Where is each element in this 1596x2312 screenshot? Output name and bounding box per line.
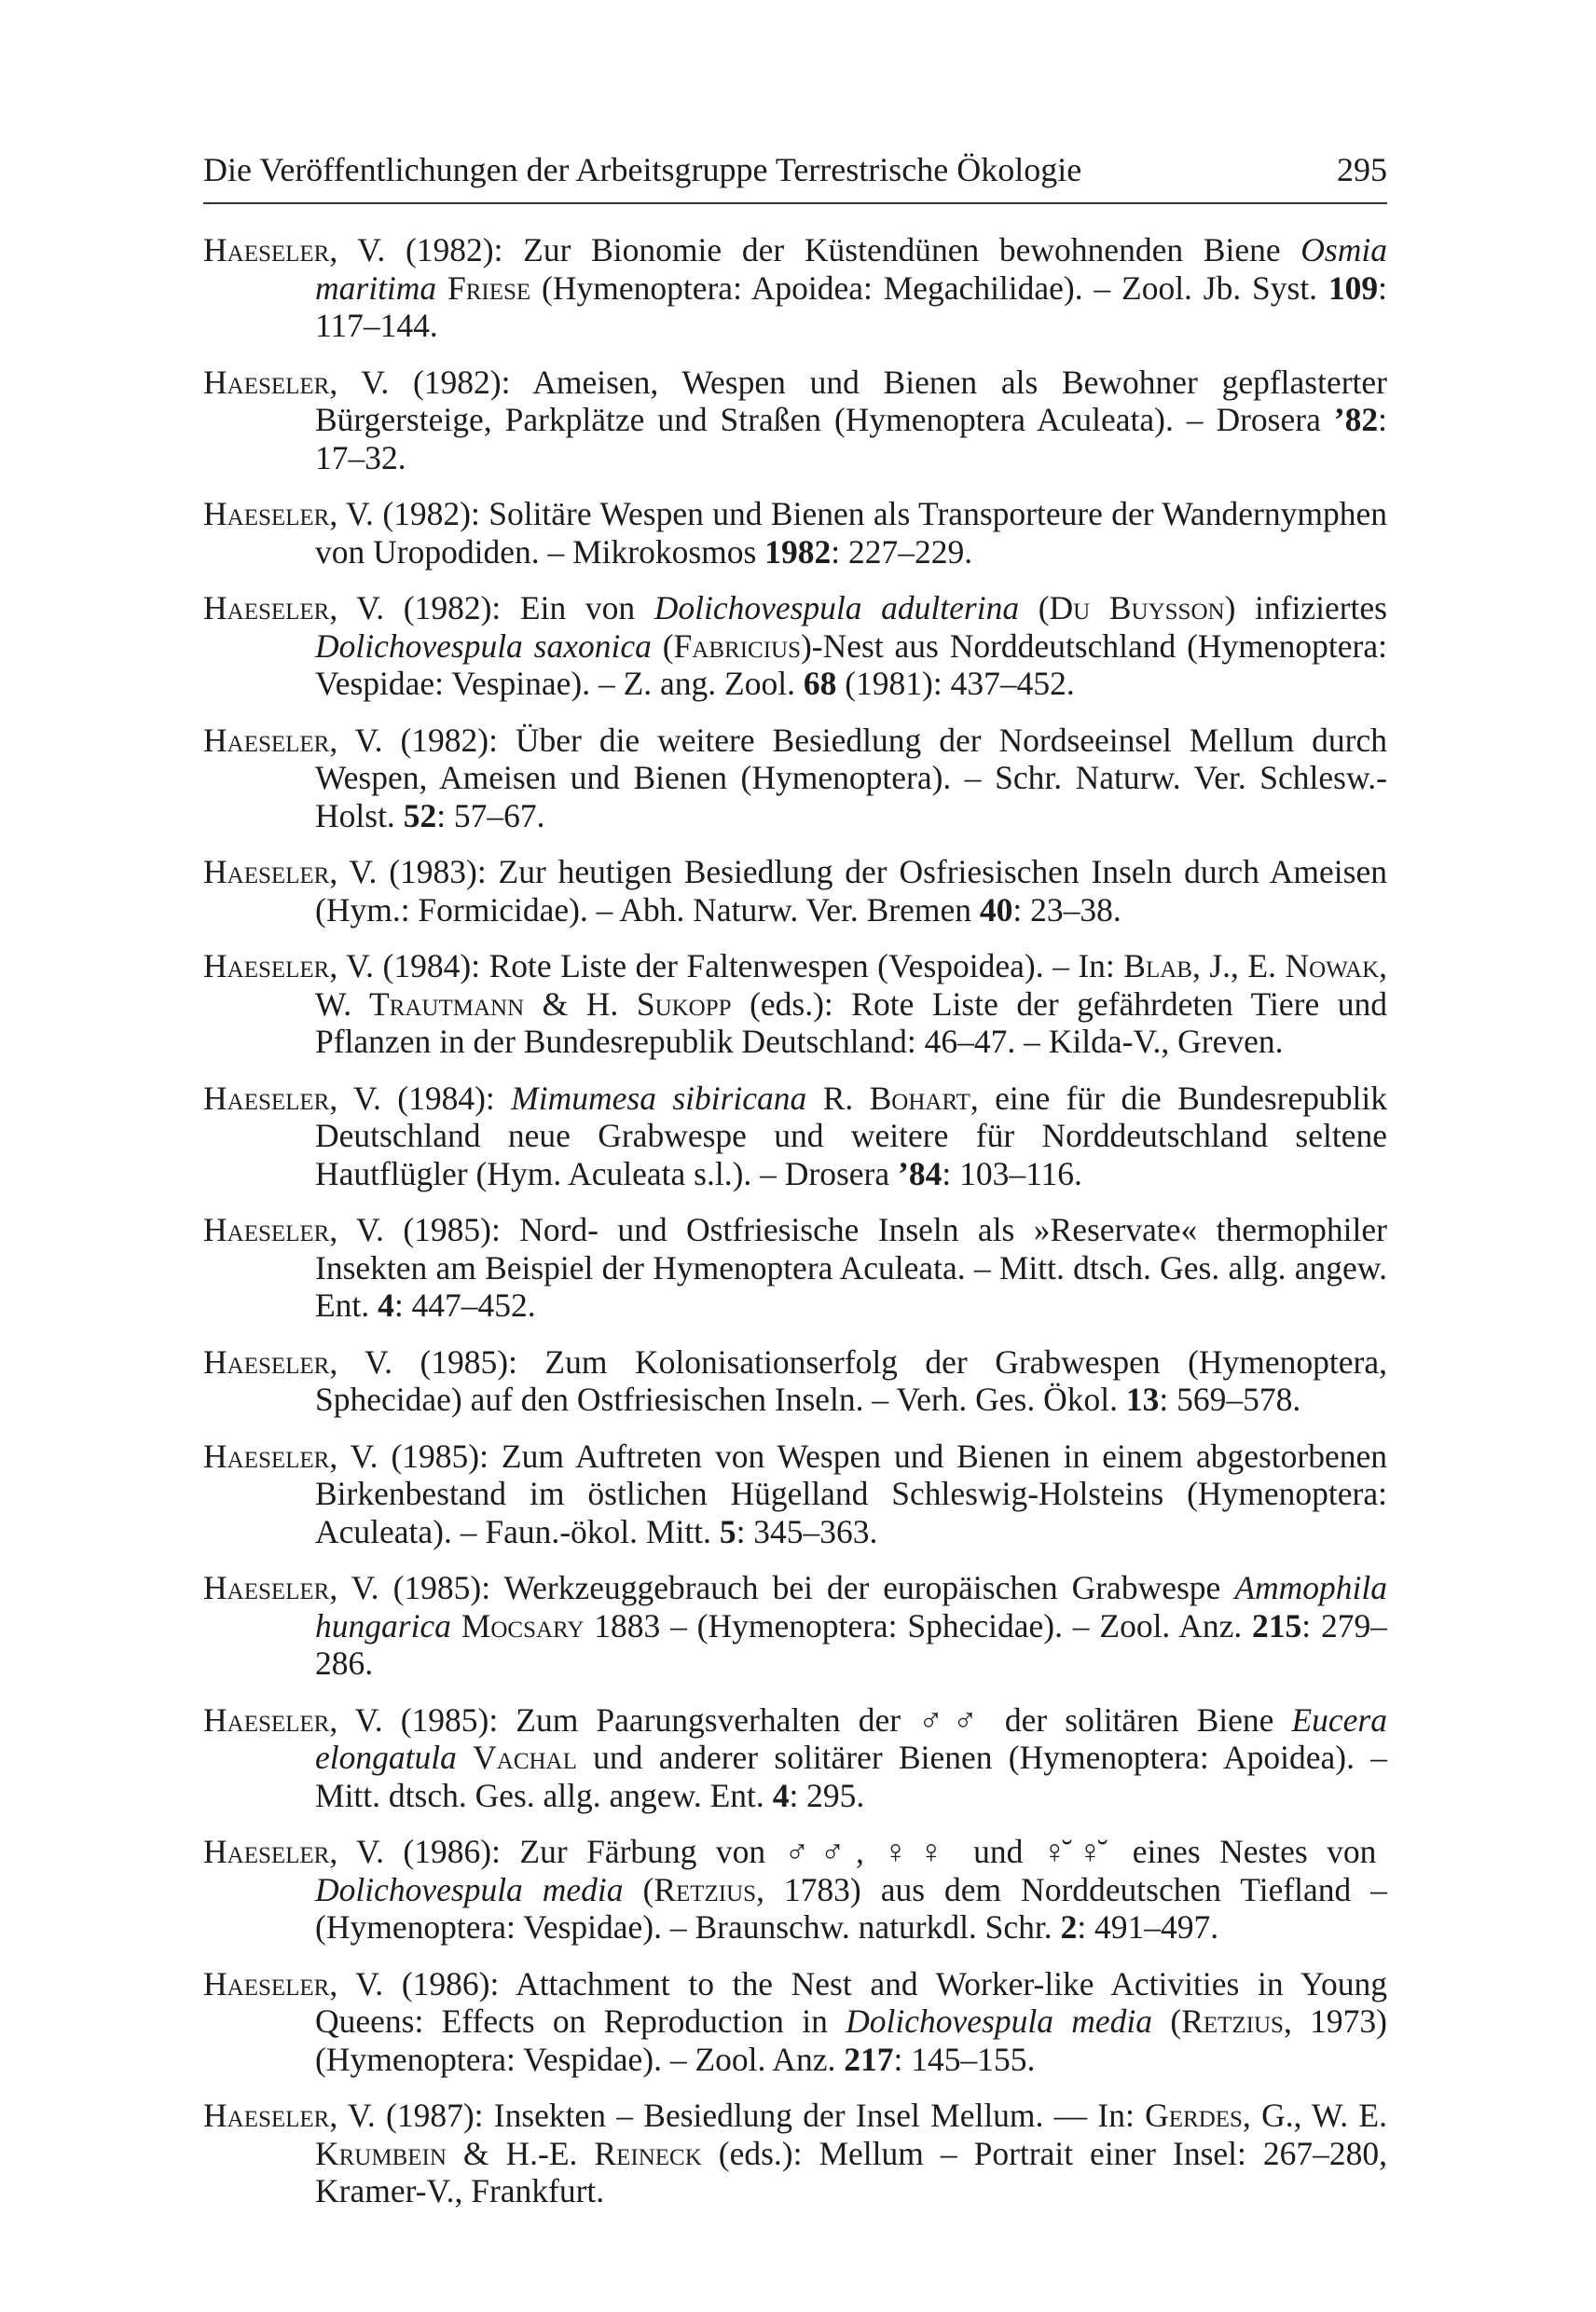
volume: ’82 bbox=[1333, 401, 1379, 438]
author: Haeseler, V. bbox=[203, 1833, 384, 1870]
reference-entry: Haeseler, V. (1982): Zur Bionomie der Küstendünen bewohnenden Biene Osmia maritima Friese (Hymenoptera: Apoidea: Megachilidae). – Zool. Jb. Syst. 109: 117–144. bbox=[203, 231, 1387, 344]
volume: 2 bbox=[1060, 1908, 1078, 1946]
species-name: Dolichovespula media bbox=[315, 1870, 624, 1908]
author: Haeseler, V. bbox=[203, 1964, 384, 2002]
volume: 217 bbox=[844, 2040, 894, 2078]
editors: H. Sukopp bbox=[585, 984, 732, 1023]
reference-entry: Haeseler, V. (1986): Attachment to the Nest and Worker-like Activities in Young Queens: Effects on Reproduction in Dolichovespula media (Retzius, 1973) (Hymenoptera: Vespidae). – Zool. Anz. 217: 145–155. bbox=[203, 1964, 1387, 2078]
reference-entry: Haeseler, V. (1983): Zur heutigen Besiedlung der Osfriesischen Inseln durch Ameisen (Hym.: Formicidae). – Abh. Naturw. Ver. Bremen 40: 23–38. bbox=[203, 853, 1387, 929]
author: Haeseler, V. bbox=[203, 853, 378, 890]
reference-entry: Haeseler, V. (1984): Mimumesa sibiricana R. Bohart, eine für die Bundesrepublik Deutschland neue Grabwespe und weitere für Norddeutschland seltene Hautflügler (Hym. Aculeata s.l.). – Drosera ’84: 103–116. bbox=[203, 1079, 1387, 1192]
author: Haeseler, V. bbox=[203, 589, 385, 626]
author: Haeseler, V. bbox=[203, 1342, 392, 1381]
author: Haeseler, V. bbox=[203, 495, 374, 532]
reference-entry: Haeseler, V. (1985): Zum Paarungsverhalten der ♂♂ der solitären Biene Eucera elongatula Vachal und anderer solitärer Bienen (Hymenoptera: Apoidea). – Mitt. dtsch. Ges. allg. angew. Ent. 4: 295. bbox=[203, 1700, 1388, 1814]
author: Haeseler, V. bbox=[203, 1700, 383, 1739]
volume: 1982 bbox=[764, 532, 832, 571]
running-title: Die Veröffentlichungen der Arbeitsgruppe Terrestrische Ökologie bbox=[203, 151, 1082, 188]
volume: 5 bbox=[719, 1512, 736, 1550]
reference-entry: Haeseler, V. (1985): Zum Kolonisationserfolg der Grabwespen (Hymenoptera, Sphecidae) auf den Ostfriesischen Inseln. – Verh. Ges. Ökol. 13: 569–578. bbox=[203, 1342, 1387, 1418]
reference-entry: Haeseler, V. (1982): Solitäre Wespen und Bienen als Transporteure der Wandernymphen von Uropodiden. – Mikrokosmos 1982: 227–229. bbox=[203, 495, 1387, 571]
volume: ’84 bbox=[898, 1154, 942, 1192]
reference-list bbox=[203, 231, 1387, 2229]
running-header bbox=[203, 147, 1387, 192]
reference-entry: Haeseler, V. (1982): Über die weitere Besiedlung der Nordseeinsel Mellum durch Wespen, Ameisen und Bienen (Hymenoptera). – Schr. Naturw. Ver. Schlesw.-Holst. 52: 57–67. bbox=[203, 721, 1387, 834]
species-name: Dolichovespula adulterina bbox=[654, 589, 1020, 626]
reference-entry: Haeseler, V. (1984): Rote Liste der Faltenwespen (Vespoidea). – In: Blab, J., E. Nowak, W. Trautmann & H. Sukopp (eds.): Rote Liste der gefährdeten Tiere und Pflanzen in der Bundesrepublik Deutschland: 46–47. – Kilda-V., Greven. bbox=[203, 947, 1388, 1060]
volume: 40 bbox=[979, 890, 1013, 929]
author: Haeseler, V. bbox=[203, 1211, 384, 1248]
author: Haeseler, V. bbox=[203, 947, 375, 984]
species-name: Osmia maritima bbox=[315, 231, 1387, 307]
author: Haeseler, V. bbox=[203, 1437, 378, 1475]
editors: H.-E. Reineck bbox=[505, 2134, 702, 2172]
volume: 109 bbox=[1328, 268, 1379, 307]
reference-entry: Haeseler, V. (1985): Nord- und Ostfriesische Inseln als »Reservate« thermophiler Insekten am Beispiel der Hymenoptera Aculeata. – Mitt. dtsch. Ges. allg. angew. Ent. 4: 447–452. bbox=[203, 1211, 1387, 1324]
species-name: Ammophila hungarica bbox=[315, 1569, 1387, 1645]
species-name: Dolichovespula media bbox=[846, 2002, 1153, 2040]
reference-entry: Haeseler, V. (1982): Ameisen, Wespen und Bienen als Bewohner gepflasterter Bürgersteige, Parkplätze und Straßen (Hymenoptera Aculeata). – Drosera ’82: 17–32. bbox=[203, 363, 1387, 476]
author: Haeseler, V. bbox=[203, 721, 383, 759]
species-name: Eucera elongatula bbox=[315, 1700, 1387, 1776]
page-number: 295 bbox=[1337, 151, 1387, 188]
author: Haeseler, V. bbox=[203, 363, 390, 401]
author: Haeseler, V. bbox=[203, 1079, 381, 1117]
volume: 52 bbox=[403, 796, 437, 834]
reference-entry: Haeseler, V. (1985): Werkzeuggebrauch bei der europäischen Grabwespe Ammophila hungarica Mocsary 1883 – (Hymenoptera: Sphecidae). – Zool. Anz. 215: 279–286. bbox=[203, 1569, 1387, 1682]
volume: 4 bbox=[772, 1776, 790, 1814]
species-name: Dolichovespula saxonica bbox=[315, 626, 652, 665]
species-name: Mimumesa sibiricana bbox=[511, 1079, 807, 1117]
reference-entry: Haeseler, V. (1986): Zur Färbung von ♂♂, ♀♀ und ♀̆♀̆ eines Nestes von Dolichovespula media (Retzius, 1783) aus dem Norddeutschen Tiefland – (Hymenoptera: Vespidae). – Braunschw. naturkdl. Schr. 2: 491–497. bbox=[203, 1833, 1387, 1946]
volume: 4 bbox=[378, 1287, 394, 1324]
reference-entry: Haeseler, V. (1985): Zum Auftreten von Wespen und Bienen in einem abgestorbenen Birkenbestand im östlichen Hügelland Schleswig-Holsteins (Hymenoptera: Aculeata). – Faun.-ökol. Mitt. 5: 345–363. bbox=[203, 1437, 1387, 1550]
author: Haeseler, V. bbox=[203, 231, 386, 268]
author: Haeseler, V. bbox=[203, 1569, 379, 1606]
author: Haeseler, V. bbox=[203, 2097, 376, 2134]
editors: Gerdes, G., W. E. Krumbein bbox=[315, 2097, 1387, 2172]
volume: 13 bbox=[1125, 1381, 1160, 1418]
editors: Blab, J., E. Nowak, W. Trautmann bbox=[315, 947, 1388, 1023]
volume: 68 bbox=[803, 665, 837, 702]
reference-entry: Haeseler, V. (1982): Ein von Dolichovespula adulterina (Du Buysson) infiziertes Dolichovespula saxonica (Fabricius)-Nest aus Norddeutschland (Hymenoptera: Vespidae: Vespinae). – Z. ang. Zool. 68 (1981): 437–452. bbox=[203, 589, 1387, 702]
header-rule bbox=[203, 202, 1387, 204]
volume: 215 bbox=[1252, 1606, 1302, 1645]
reference-entry: Haeseler, V. (1987): Insekten – Besiedlung der Insel Mellum. — In: Gerdes, G., W. E. Krumbein & H.-E. Reineck (eds.): Mellum – Portrait einer Insel: 267–280, Kramer-V., Frankfurt. bbox=[203, 2097, 1387, 2209]
